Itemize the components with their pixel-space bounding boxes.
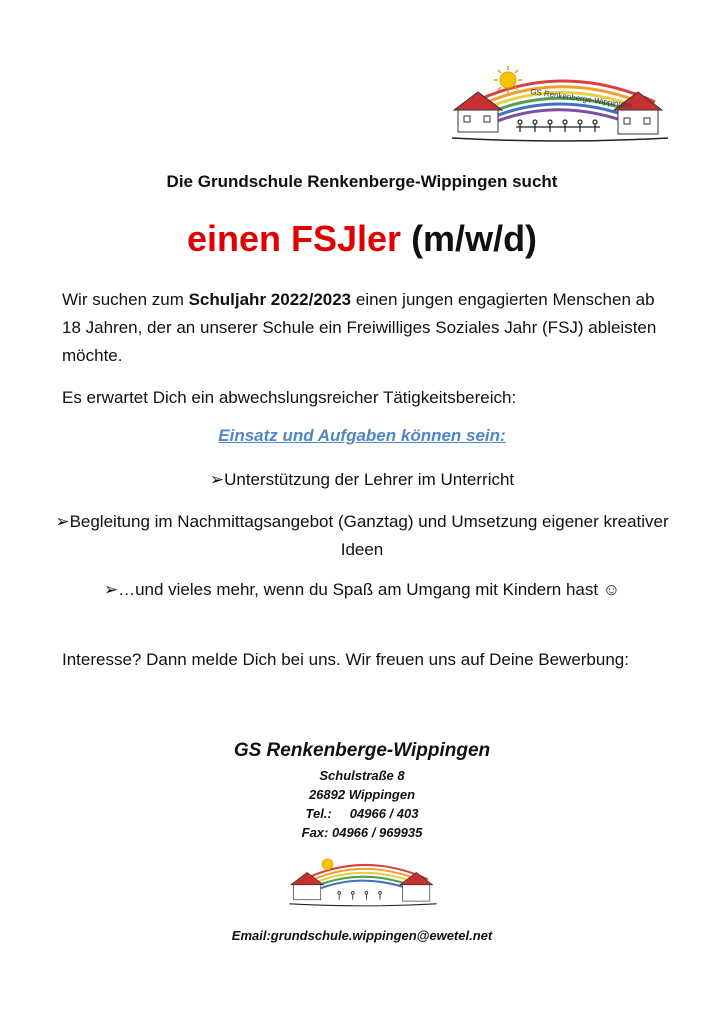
title-position: einen FSJler (186, 218, 402, 259)
children-figures-icon (338, 892, 382, 900)
task-text: …und vieles mehr, wenn du Spaß am Umgang mit Kindern hast ☺ (118, 580, 621, 599)
intro-paragraph (62, 286, 672, 370)
intro-text-1: Wir suchen zum (62, 290, 189, 309)
address-fax: Fax: 04966 / 969935 (301, 825, 423, 840)
bullet-arrow-icon: ➢ (209, 470, 225, 489)
intro-school-year: Schuljahr 2022/2023 (188, 290, 352, 309)
task-item (40, 508, 684, 564)
expect-paragraph: Es erwartet Dich ein abwechslungsreicher Tätigkeitsbereich: (62, 388, 517, 407)
bullet-arrow-icon: ➢ (55, 512, 70, 531)
school-building-right-icon (400, 872, 433, 901)
address-street: Schulstraße 8 (319, 768, 405, 783)
school-building-right-icon (614, 92, 662, 134)
task-text: Begleitung im Nachmittagsangebot (Ganztag) und Umsetzung eigener kreativer Ideen (69, 512, 669, 559)
sun-icon (322, 859, 333, 870)
page-title (0, 218, 724, 260)
address-phone: Tel.: 04966 / 403 (305, 806, 419, 821)
logo-caption: GS Renkenberge-Wippingen (529, 87, 633, 111)
tasks-heading: Einsatz und Aufgaben können sein: (218, 426, 506, 445)
school-logo-small (288, 852, 438, 912)
page-subheading: Die Grundschule Renkenberge-Wippingen sucht (166, 172, 558, 191)
closing-paragraph: Interesse? Dann melde Dich bei uns. Wir freuen uns auf Deine Bewerbung: (62, 650, 629, 669)
bullet-arrow-icon: ➢ (103, 580, 119, 599)
title-gender: (m/w/d) (411, 218, 538, 259)
task-text: Unterstützung der Lehrer im Unterricht (224, 470, 515, 489)
task-item (40, 466, 684, 494)
school-logo (450, 64, 670, 148)
school-name: GS Renkenberge-Wippingen (233, 740, 491, 761)
address-city: 26892 Wippingen (308, 787, 416, 802)
intro-text-2: einen jungen engagierten Menschen ab 18 Jahren, der an unserer Schule ein Freiwilliges Soziales Jahr (FSJ) ableisten möchte. (62, 290, 657, 365)
contact-email: Email:grundschule.wippingen@ewetel.net (231, 928, 493, 943)
children-figures-icon (516, 120, 600, 132)
task-item (40, 576, 684, 604)
